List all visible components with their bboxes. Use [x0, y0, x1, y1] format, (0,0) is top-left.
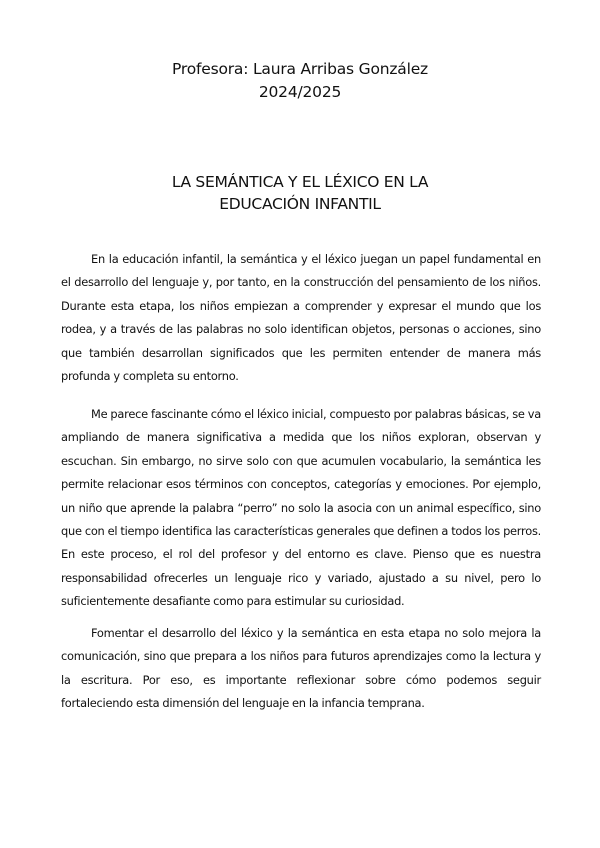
paragraph-1: En la educación infantil, la semántica y el léxico juegan un papel fundamental en el desarrollo del lenguaje y, por tanto, en la construcción del pensamiento de los niños. Durante esta etapa, los niños empiezan a comprender y expresar el mundo que los rodea, y a través de las palabras no solo identifican objetos, personas o acciones, sino que también desarrollan significados que les permiten entender de manera más profunda y completa su entorno.: [61, 252, 541, 384]
document-title: [0, 171, 600, 215]
title-line-2: EDUCACIÓN INFANTIL: [219, 195, 381, 213]
paragraph-2: Me parece fascinante cómo el léxico inicial, compuesto por palabras básicas, se va ampliando de manera significativa a medida que los niños exploran, observan y escuchan. Sin embargo, no sirve solo con que acumulen vocabulario, la semántica les permite relacionar esos términos con conceptos, categorías y emociones. Por ejemplo, un niño que aprende la palabra “perro” no solo la asocia con un animal específico, sino que con el tiempo identifica las características generales que definen a todos los perros. En este proceso, el rol del profesor y del entorno es clave. Pienso que es nuestra responsabilidad ofrecerles un lenguaje rico y variado, ajustado a su nivel, pero lo suficientemente desafiante como para estimular su curiosidad.: [61, 407, 541, 609]
school-year: 2024/2025: [258, 83, 342, 101]
title-line-1: LA SEMÁNTICA Y EL LÉXICO EN LA: [171, 173, 429, 191]
document-header: [0, 58, 600, 104]
teacher-name: Profesora: Laura Arribas González: [172, 60, 428, 78]
paragraph-3: Fomentar el desarrollo del léxico y la semántica en esta etapa no solo mejora la comunicación, sino que prepara a los niños para futuros aprendizajes como la lectura y la escritura. Por eso, es importante reflexionar sobre cómo podemos seguir fortaleciendo esta dimensión del lenguaje en la infancia temprana.: [61, 626, 541, 711]
